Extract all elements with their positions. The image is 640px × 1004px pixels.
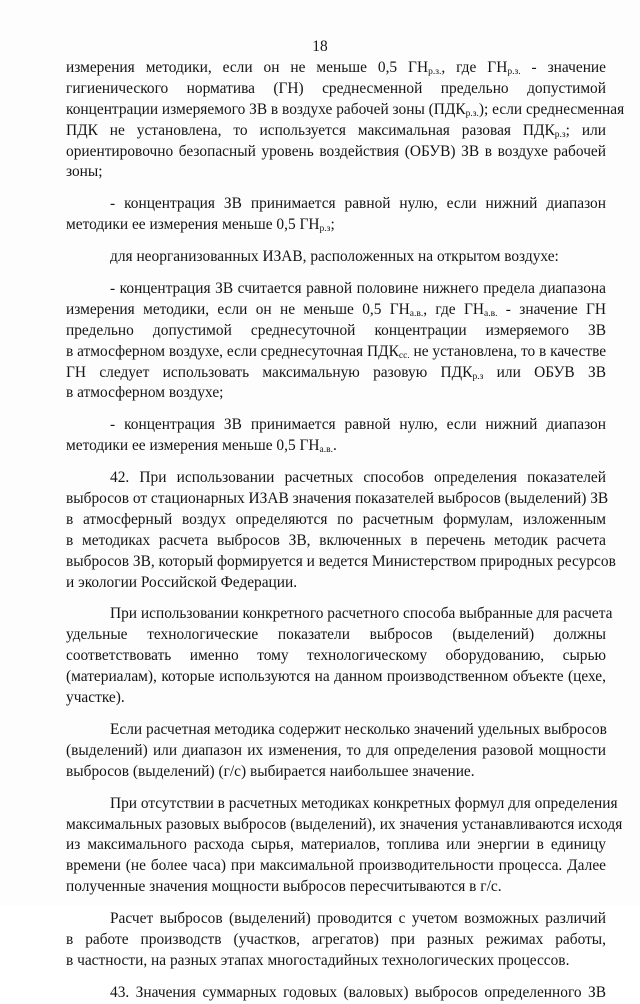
text-line: для неорганизованных ИЗАВ, расположенных на открытом воздухе: bbox=[110, 248, 559, 266]
text-line: (выделений) или диапазон их изменения, то для определения разовой мощности bbox=[66, 741, 606, 759]
text-line: участке). bbox=[66, 689, 125, 707]
text-line: выбросов (выделений) (г/с) выбирается наибольшее значение. bbox=[66, 762, 475, 780]
text-line: зоны; bbox=[66, 163, 103, 181]
text-line: в атмосферном воздухе; bbox=[66, 384, 224, 402]
text-line: гигиенического норматива (ГН) среднесменной предельно допустимой bbox=[66, 79, 606, 97]
text-line: Расчет выбросов (выделений) проводится с учетом возможных различий bbox=[110, 910, 606, 928]
document-body bbox=[66, 58, 625, 1004]
text-line: - концентрация ЗВ считается равной половине нижнего предела диапазона bbox=[110, 280, 606, 298]
text-line: 43. Значения суммарных годовых (валовых) выбросов определенного ЗВ bbox=[110, 983, 606, 1001]
text-line: методики ее измерения меньше 0,5 $ГН_{а.в.}$. bbox=[66, 437, 337, 456]
page-number: 18 bbox=[312, 38, 328, 55]
text-line: измерения методики, если он не меньше 0,5 $ГН_{р.з.}$, где $ГН_{р.з.}$ - значение bbox=[66, 59, 607, 77]
text-line: При использовании конкретного расчетного способа выбранные для расчета bbox=[110, 605, 613, 623]
text-line: из максимального расхода сырья, материалов, топлива или энергии в единицу bbox=[66, 836, 606, 854]
text-line: выбросов от стационарных ИЗАВ значения показателей выбросов (выделений) ЗВ bbox=[66, 490, 609, 508]
text-line: в работе производств (участков, агрегатов) при разных режимах работы, bbox=[66, 930, 606, 948]
text-line: измерения методики, если он не меньше 0,5 $ГН_{а.в.}$, где $ГН_{а.в.}$ - значение ГН bbox=[66, 300, 607, 319]
text-line: и экологии Российской Федерации. bbox=[66, 573, 298, 591]
text-line: предельно допустимой среднесуточной концентрации измеряемого ЗВ bbox=[66, 321, 606, 339]
text-line: ПДК не установлена, то используется максимальная разовая $ПДК_{р.з}$; или bbox=[66, 121, 606, 140]
text-line: в методиках расчета выбросов ЗВ, включенных в перечень методик расчета bbox=[66, 531, 606, 549]
text-line: удельные технологические показатели выбросов (выделений) должны bbox=[66, 626, 606, 644]
text-line: в частности, на разных этапах многостадийных технологических процессов. bbox=[66, 951, 570, 969]
text-line: соответствовать именно тому технологическому оборудованию, сырью bbox=[66, 647, 606, 665]
text-line: времени (не более часа) при максимальной производительности процесса. Далее bbox=[66, 857, 606, 875]
text-line: полученные значения мощности выбросов пересчитываются в г/с. bbox=[66, 878, 502, 896]
text-line: - концентрация ЗВ принимается равной нулю, если нижний диапазон bbox=[110, 195, 606, 213]
text-line: в атмосферный воздух определяются по расчетным формулам, изложенным bbox=[66, 510, 606, 528]
text-line: Если расчетная методика содержит несколько значений удельных выбросов bbox=[110, 720, 607, 738]
text-line: ГН следует использовать максимальную разовую $ПДК_{р.з}$ или ОБУВ ЗВ bbox=[66, 363, 606, 382]
text-line: 42. При использовании расчетных способов определения показателей bbox=[110, 469, 606, 487]
text-line: концентрации измеряемого ЗВ в воздухе рабочей зоны $(ПДК_{р.з.})$; если среднесменная bbox=[66, 100, 625, 119]
text-line: максимальных разовых выбросов (выделений), их значения устанавливаются исходя bbox=[66, 815, 623, 833]
text-line: в атмосферном воздухе, если среднесуточная $ПДК_{сс.}$ не установлена, то в качестве bbox=[66, 342, 607, 361]
text-line: выбросов ЗВ, который формируется и ведется Министерством природных ресурсов bbox=[66, 552, 616, 570]
text-line: (материалам), которые используются на данном производственном объекте (цехе, bbox=[66, 668, 606, 686]
text-line: - концентрация ЗВ принимается равной нулю, если нижний диапазон bbox=[110, 416, 606, 434]
text-line: При отсутствии в расчетных методиках конкретных формул для определения bbox=[110, 794, 618, 812]
text-line: методики ее измерения меньше 0,5 $ГН_{р.з}$; bbox=[66, 216, 335, 235]
text-line: ориентировочно безопасный уровень воздействия (ОБУВ) ЗВ в воздухе рабочей bbox=[66, 142, 606, 160]
